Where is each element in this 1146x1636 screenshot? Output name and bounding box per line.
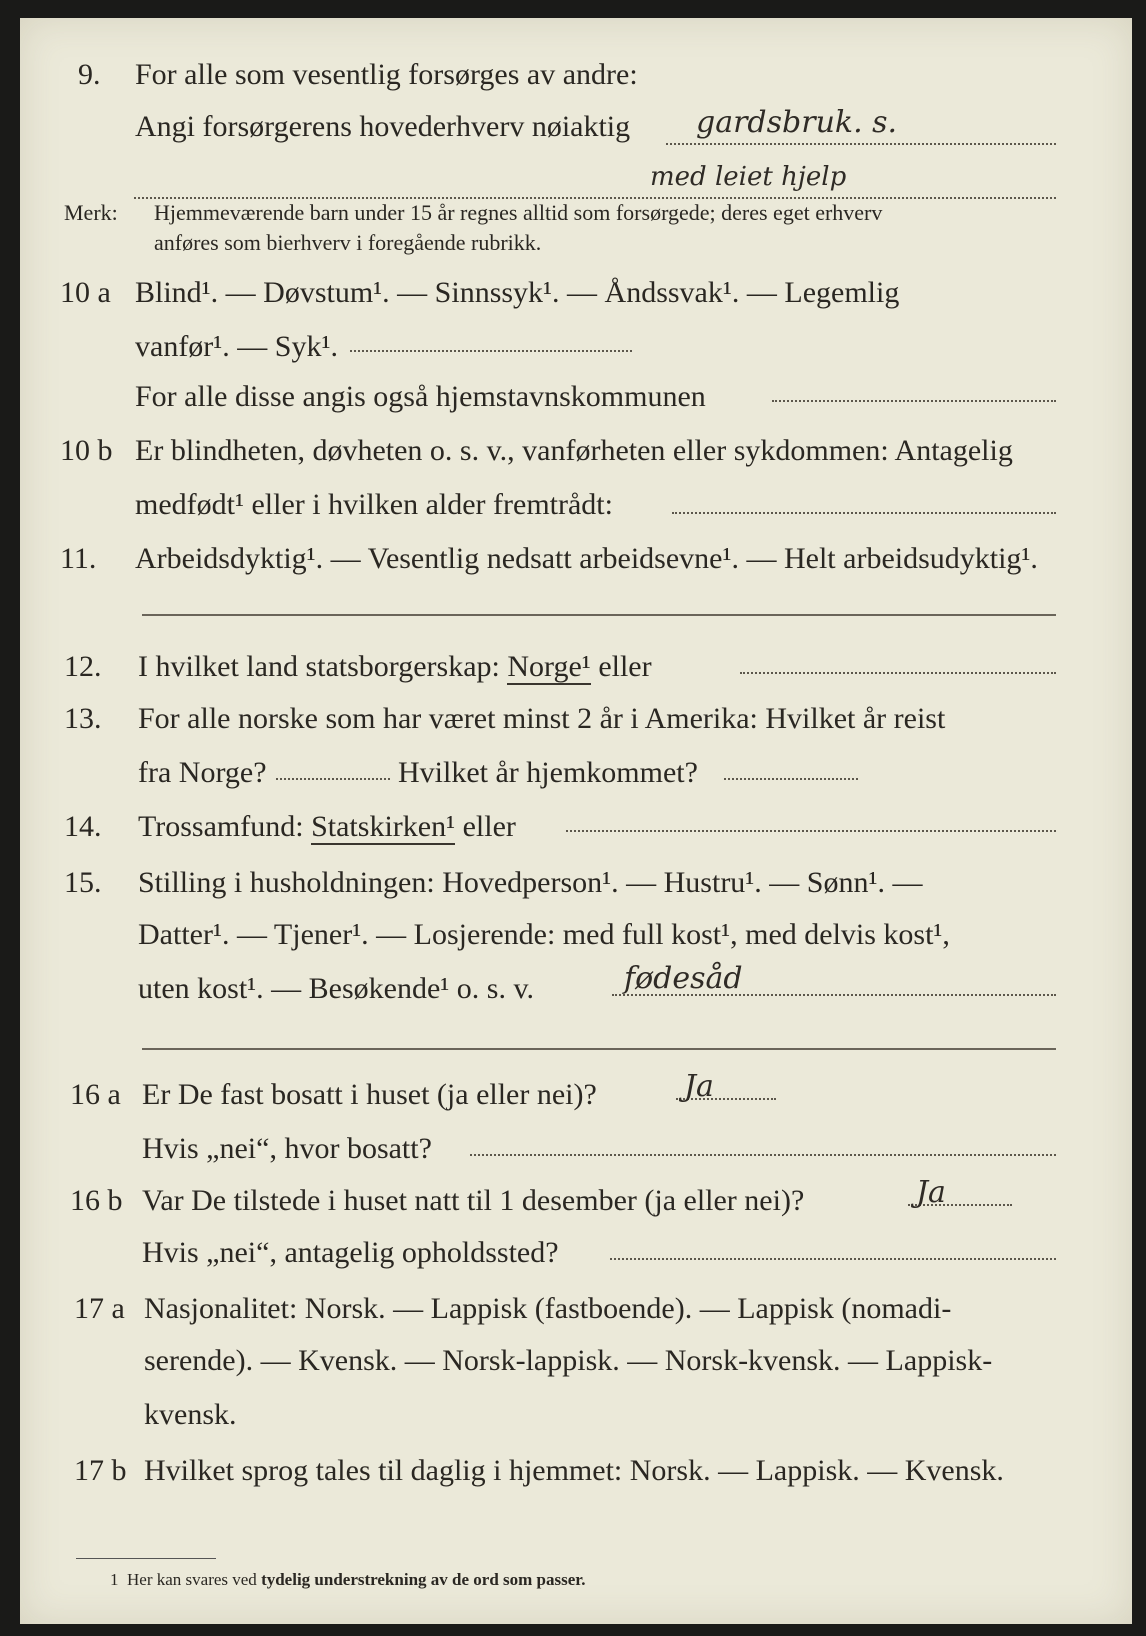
q15-line2: Datter¹. — Tjener¹. — Losjerende: med full kost¹, med delvis kost¹,	[138, 918, 950, 951]
q9-line2: Angi forsørgerens hovederhverv nøiaktig	[135, 110, 631, 143]
q13-departure-answer-line	[276, 778, 390, 780]
q16b-whereabouts-answer-line	[610, 1258, 1056, 1260]
q17a-line1: Nasjonalitet: Norsk. — Lappisk (fastboende). — Lappisk (nomadi-	[144, 1292, 952, 1325]
q15-line1: Stilling i husholdningen: Hovedperson¹. — Hustru¹. — Sønn¹. —	[138, 866, 923, 899]
q10b-line1: Er blindheten, døvheten o. s. v., vanførheten eller sykdommen: Antagelig	[135, 434, 1013, 467]
q14-suffix: eller	[455, 810, 516, 843]
q11-number: 11.	[60, 542, 97, 575]
footnote-prefix: Her kan svares ved	[127, 1570, 262, 1589]
q17a-line2: serende). — Kvensk. — Norsk-lappisk. — Norsk-kvensk. — Lappisk-	[144, 1344, 993, 1377]
q15-line3: uten kost¹. — Besøkende¹ o. s. v.	[138, 972, 535, 1005]
q13-return-answer-line	[724, 778, 858, 780]
q10b-line2: medfødt¹ eller i hvilken alder fremtrådt:	[135, 488, 613, 521]
q17a-line3: kvensk.	[144, 1398, 237, 1431]
merk-line1: Hjemmeværende barn under 15 år regnes alltid som forsørgede; deres eget erhverv	[154, 200, 883, 225]
q16a-line2: Hvis „nei“, hvor bosatt?	[142, 1132, 432, 1165]
q13-line2a: fra Norge?	[138, 756, 267, 789]
q11-line1: Arbeidsdyktig¹. — Vesentlig nedsatt arbeidsevne¹. — Helt arbeidsudyktig¹.	[135, 542, 1038, 575]
merk-label: Merk:	[64, 200, 118, 225]
q13-line1: For alle norske som har været minst 2 år i Amerika: Hvilket år reist	[138, 702, 946, 735]
q10b-answer-line	[672, 512, 1056, 514]
q12-number: 12.	[64, 650, 102, 683]
q9-number: 9.	[78, 58, 101, 91]
q14-number: 14.	[64, 810, 102, 843]
q10a-line3: For alle disse angis også hjemstavnskommunen	[135, 380, 706, 413]
q15-handwritten-answer: fødesåd	[624, 961, 743, 996]
q12-answer-line	[740, 672, 1056, 674]
q16a-handwritten-answer: Ja	[684, 1069, 714, 1104]
q15-answer-rule	[142, 1048, 1056, 1050]
q16a-number: 16 a	[70, 1078, 121, 1111]
footnote-emphasis: tydelig understrekning av de ord som passer.	[261, 1570, 586, 1589]
q9-handwritten-help: med leiet hjelp	[650, 162, 847, 192]
q9-answer-line	[666, 143, 1056, 145]
q12-prefix: I hvilket land statsborgerskap:	[138, 650, 508, 683]
q15-number: 15.	[64, 866, 102, 899]
q16a-line1: Er De fast bosatt i huset (ja eller nei)?	[142, 1078, 597, 1111]
footnote-marker: 1	[110, 1570, 119, 1589]
q16b-handwritten-answer: Ja	[916, 1175, 946, 1210]
q17b-line1: Hvilket sprog tales til daglig i hjemmet: Norsk. — Lappisk. — Kvensk.	[144, 1454, 1004, 1487]
q10a-line1: Blind¹. — Døvstum¹. — Sinnssyk¹. — Åndssvak¹. — Legemlig	[135, 276, 900, 309]
q11-answer-rule	[142, 614, 1056, 616]
q12-question	[138, 650, 652, 684]
footnote-text	[110, 1570, 586, 1590]
q16b-line2: Hvis „nei“, antagelig opholdssted?	[142, 1236, 559, 1269]
q9-answer-line-2	[134, 197, 1056, 199]
q14-prefix: Trossamfund:	[138, 810, 312, 843]
q12-suffix: eller	[590, 650, 652, 683]
q9-line1: For alle som vesentlig forsørges av andre:	[135, 58, 638, 91]
census-form-page	[20, 18, 1132, 1624]
q12-underlined-choice: Norge¹	[507, 650, 591, 683]
q14-underlined-choice: Statskirken¹	[311, 810, 456, 843]
q16a-residence-answer-line	[470, 1154, 1056, 1156]
q13-number: 13.	[64, 702, 102, 735]
q9-handwritten-occupation: gardsbruk. s.	[696, 105, 898, 140]
q17b-number: 17 b	[74, 1454, 127, 1487]
q16b-line1: Var De tilstede i huset natt til 1 desember (ja eller nei)?	[142, 1184, 805, 1217]
q16b-number: 16 b	[70, 1184, 123, 1217]
footnote-rule	[76, 1558, 216, 1559]
merk-line2: anføres som bierhverv i foregående rubrikk.	[154, 230, 542, 255]
q14-answer-line	[566, 830, 1056, 832]
q10a-line2: vanfør¹. — Syk¹.	[135, 330, 338, 363]
q14-question	[138, 810, 516, 844]
q10b-number: 10 b	[60, 434, 113, 467]
q10a-number: 10 a	[60, 276, 111, 309]
q13-line2b: Hvilket år hjemkommet?	[398, 756, 698, 789]
q17a-number: 17 a	[74, 1292, 125, 1325]
q10a-home-answer-line	[772, 400, 1056, 402]
q10a-answer-line	[350, 350, 632, 352]
